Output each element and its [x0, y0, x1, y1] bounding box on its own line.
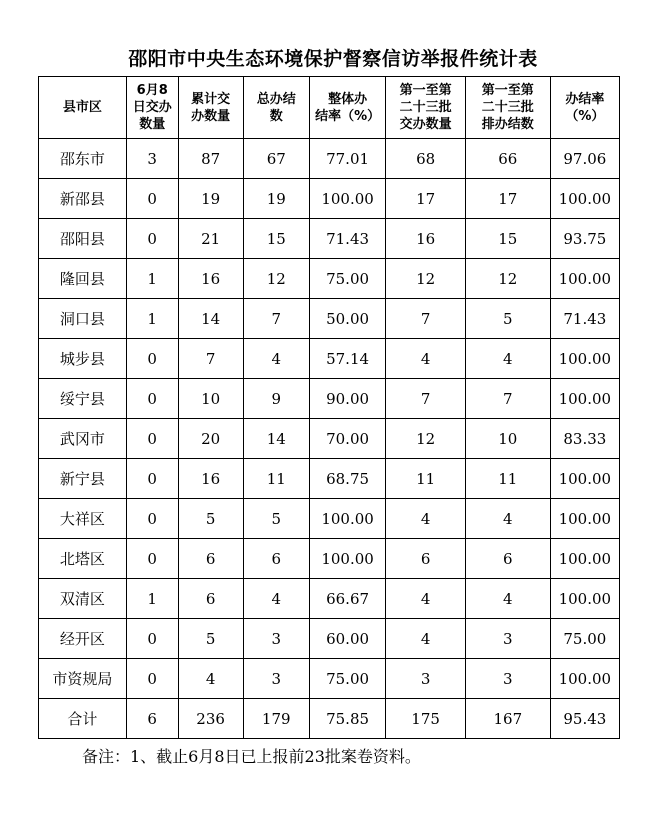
column-header-line: （%）: [565, 108, 605, 124]
table-row: [39, 379, 620, 419]
region-name-cell: 武冈市: [39, 419, 127, 459]
statistics-table: [38, 76, 620, 739]
column-header-line: 结率（%）: [315, 108, 381, 124]
table-cell: 179: [243, 699, 309, 739]
table-cell: 17: [386, 179, 466, 219]
table-cell: 16: [178, 259, 243, 299]
table-cell: 57.14: [309, 339, 386, 379]
table-cell: 0: [126, 459, 178, 499]
table-cell: 0: [126, 499, 178, 539]
region-name-cell: 新邵县: [39, 179, 127, 219]
table-cell: 3: [243, 659, 309, 699]
table-cell: 3: [465, 619, 550, 659]
table-cell: 100.00: [309, 179, 386, 219]
table-cell: 83.33: [550, 419, 619, 459]
region-name-cell: 合计: [39, 699, 127, 739]
table-cell: 12: [386, 259, 466, 299]
column-header-line: 6月8: [136, 83, 168, 98]
table-cell: 4: [243, 579, 309, 619]
table-cell: 9: [243, 379, 309, 419]
table-cell: 50.00: [309, 299, 386, 339]
table-cell: 20: [178, 419, 243, 459]
table-row: [39, 459, 620, 499]
table-row: [39, 659, 620, 699]
column-header-line: 办结率: [565, 91, 605, 107]
table-cell: 5: [178, 619, 243, 659]
region-name-cell: 经开区: [39, 619, 127, 659]
table-cell: 60.00: [309, 619, 386, 659]
table-cell: 87: [178, 139, 243, 179]
table-cell: 7: [386, 379, 466, 419]
table-cell: 100.00: [550, 659, 619, 699]
table-cell: 75.00: [309, 259, 386, 299]
table-cell: 0: [126, 179, 178, 219]
column-header-line: 日交办: [132, 100, 172, 115]
table-cell: 71.43: [309, 219, 386, 259]
region-name-cell: 洞口县: [39, 299, 127, 339]
column-header: [39, 77, 127, 139]
region-name-cell: 邵东市: [39, 139, 127, 179]
table-cell: 66: [465, 139, 550, 179]
column-header: [550, 77, 619, 139]
column-header-line: 数: [269, 108, 283, 124]
table-cell: 100.00: [550, 499, 619, 539]
region-name-cell: 新宁县: [39, 459, 127, 499]
table-row: [39, 499, 620, 539]
region-name-cell: 邵阳县: [39, 219, 127, 259]
column-header-line: 第一至第: [399, 83, 452, 98]
column-header-line: 第一至第: [481, 83, 534, 98]
table-cell: 175: [386, 699, 466, 739]
table-cell: 68: [386, 139, 466, 179]
table-row: [39, 259, 620, 299]
total-row: [39, 699, 620, 739]
table-cell: 19: [178, 179, 243, 219]
column-header-line: 县市区: [62, 100, 102, 115]
table-cell: 0: [126, 219, 178, 259]
table-cell: 10: [465, 419, 550, 459]
region-name-cell: 大祥区: [39, 499, 127, 539]
table-cell: 6: [386, 539, 466, 579]
table-cell: 6: [465, 539, 550, 579]
table-cell: 4: [465, 339, 550, 379]
table-cell: 100.00: [550, 379, 619, 419]
table-cell: 4: [386, 339, 466, 379]
table-cell: 100.00: [550, 579, 619, 619]
table-cell: 0: [126, 539, 178, 579]
table-cell: 15: [465, 219, 550, 259]
column-header: [386, 77, 466, 139]
table-cell: 16: [178, 459, 243, 499]
table-header-row: [39, 77, 620, 139]
table-cell: 167: [465, 699, 550, 739]
table-cell: 3: [126, 139, 178, 179]
table-cell: 3: [243, 619, 309, 659]
table-cell: 7: [465, 379, 550, 419]
table-cell: 3: [465, 659, 550, 699]
table-cell: 0: [126, 619, 178, 659]
column-header-line: 总办结: [256, 91, 296, 107]
table-cell: 4: [178, 659, 243, 699]
column-header-line: 整体办: [328, 91, 368, 107]
table-cell: 7: [386, 299, 466, 339]
column-header-line: 累计交: [191, 91, 231, 107]
table-row: [39, 619, 620, 659]
table-cell: 4: [465, 499, 550, 539]
table-cell: 11: [465, 459, 550, 499]
table-cell: 93.75: [550, 219, 619, 259]
table-cell: 100.00: [550, 539, 619, 579]
column-header: [465, 77, 550, 139]
table-body: [39, 139, 620, 739]
table-cell: 5: [465, 299, 550, 339]
table-cell: 11: [386, 459, 466, 499]
region-name-cell: 北塔区: [39, 539, 127, 579]
table-cell: 100.00: [550, 179, 619, 219]
column-header-line: 交办数量: [399, 117, 452, 132]
table-cell: 100.00: [550, 339, 619, 379]
column-header-line: 办数量: [191, 108, 231, 124]
table-cell: 100.00: [550, 459, 619, 499]
table-cell: 1: [126, 259, 178, 299]
table-cell: 15: [243, 219, 309, 259]
table-cell: 97.06: [550, 139, 619, 179]
table-cell: 12: [386, 419, 466, 459]
table-cell: 16: [386, 219, 466, 259]
table-cell: 5: [243, 499, 309, 539]
table-cell: 0: [126, 659, 178, 699]
table-cell: 14: [178, 299, 243, 339]
table-cell: 21: [178, 219, 243, 259]
table-cell: 19: [243, 179, 309, 219]
table-cell: 70.00: [309, 419, 386, 459]
table-cell: 71.43: [550, 299, 619, 339]
table-cell: 0: [126, 379, 178, 419]
table-cell: 6: [126, 699, 178, 739]
table-cell: 75.00: [550, 619, 619, 659]
table-cell: 6: [178, 579, 243, 619]
table-cell: 236: [178, 699, 243, 739]
table-cell: 77.01: [309, 139, 386, 179]
table-cell: 14: [243, 419, 309, 459]
table-cell: 4: [243, 339, 309, 379]
table-cell: 7: [243, 299, 309, 339]
table-cell: 67: [243, 139, 309, 179]
table-cell: 4: [465, 579, 550, 619]
region-name-cell: 双清区: [39, 579, 127, 619]
table-cell: 4: [386, 619, 466, 659]
region-name-cell: 城步县: [39, 339, 127, 379]
table-cell: 4: [386, 579, 466, 619]
column-header-line: 排办结数: [481, 117, 534, 132]
table-row: [39, 139, 620, 179]
table-cell: 10: [178, 379, 243, 419]
table-row: [39, 419, 620, 459]
region-name-cell: 市资规局: [39, 659, 127, 699]
table-cell: 95.43: [550, 699, 619, 739]
column-header: [309, 77, 386, 139]
table-cell: 12: [465, 259, 550, 299]
region-name-cell: 隆回县: [39, 259, 127, 299]
table-row: [39, 539, 620, 579]
table-cell: 17: [465, 179, 550, 219]
table-cell: 75.85: [309, 699, 386, 739]
table-row: [39, 299, 620, 339]
table-cell: 0: [126, 339, 178, 379]
footnote: 备注：1、截止6月8日已上报前23批案卷资料。: [82, 747, 421, 766]
table-cell: 68.75: [309, 459, 386, 499]
table-cell: 6: [243, 539, 309, 579]
column-header: [243, 77, 309, 139]
table-cell: 5: [178, 499, 243, 539]
table-cell: 1: [126, 299, 178, 339]
table-cell: 100.00: [309, 539, 386, 579]
table-cell: 75.00: [309, 659, 386, 699]
table-cell: 11: [243, 459, 309, 499]
table-cell: 6: [178, 539, 243, 579]
table-cell: 100.00: [309, 499, 386, 539]
table-cell: 4: [386, 499, 466, 539]
table-cell: 66.67: [309, 579, 386, 619]
table-cell: 3: [386, 659, 466, 699]
table-cell: 7: [178, 339, 243, 379]
table-cell: 100.00: [550, 259, 619, 299]
table-cell: 90.00: [309, 379, 386, 419]
column-header-line: 二十三批: [399, 100, 452, 115]
column-header-line: 二十三批: [481, 100, 534, 115]
column-header: [178, 77, 243, 139]
table-row: [39, 179, 620, 219]
page-title: 邵阳市中央生态环境保护督察信访举报件统计表: [128, 48, 538, 70]
column-header-line: 数量: [139, 117, 166, 132]
table-cell: 12: [243, 259, 309, 299]
table-row: [39, 579, 620, 619]
table-row: [39, 339, 620, 379]
table-row: [39, 219, 620, 259]
column-header: [126, 77, 178, 139]
table-cell: 0: [126, 419, 178, 459]
table-cell: 1: [126, 579, 178, 619]
region-name-cell: 绥宁县: [39, 379, 127, 419]
